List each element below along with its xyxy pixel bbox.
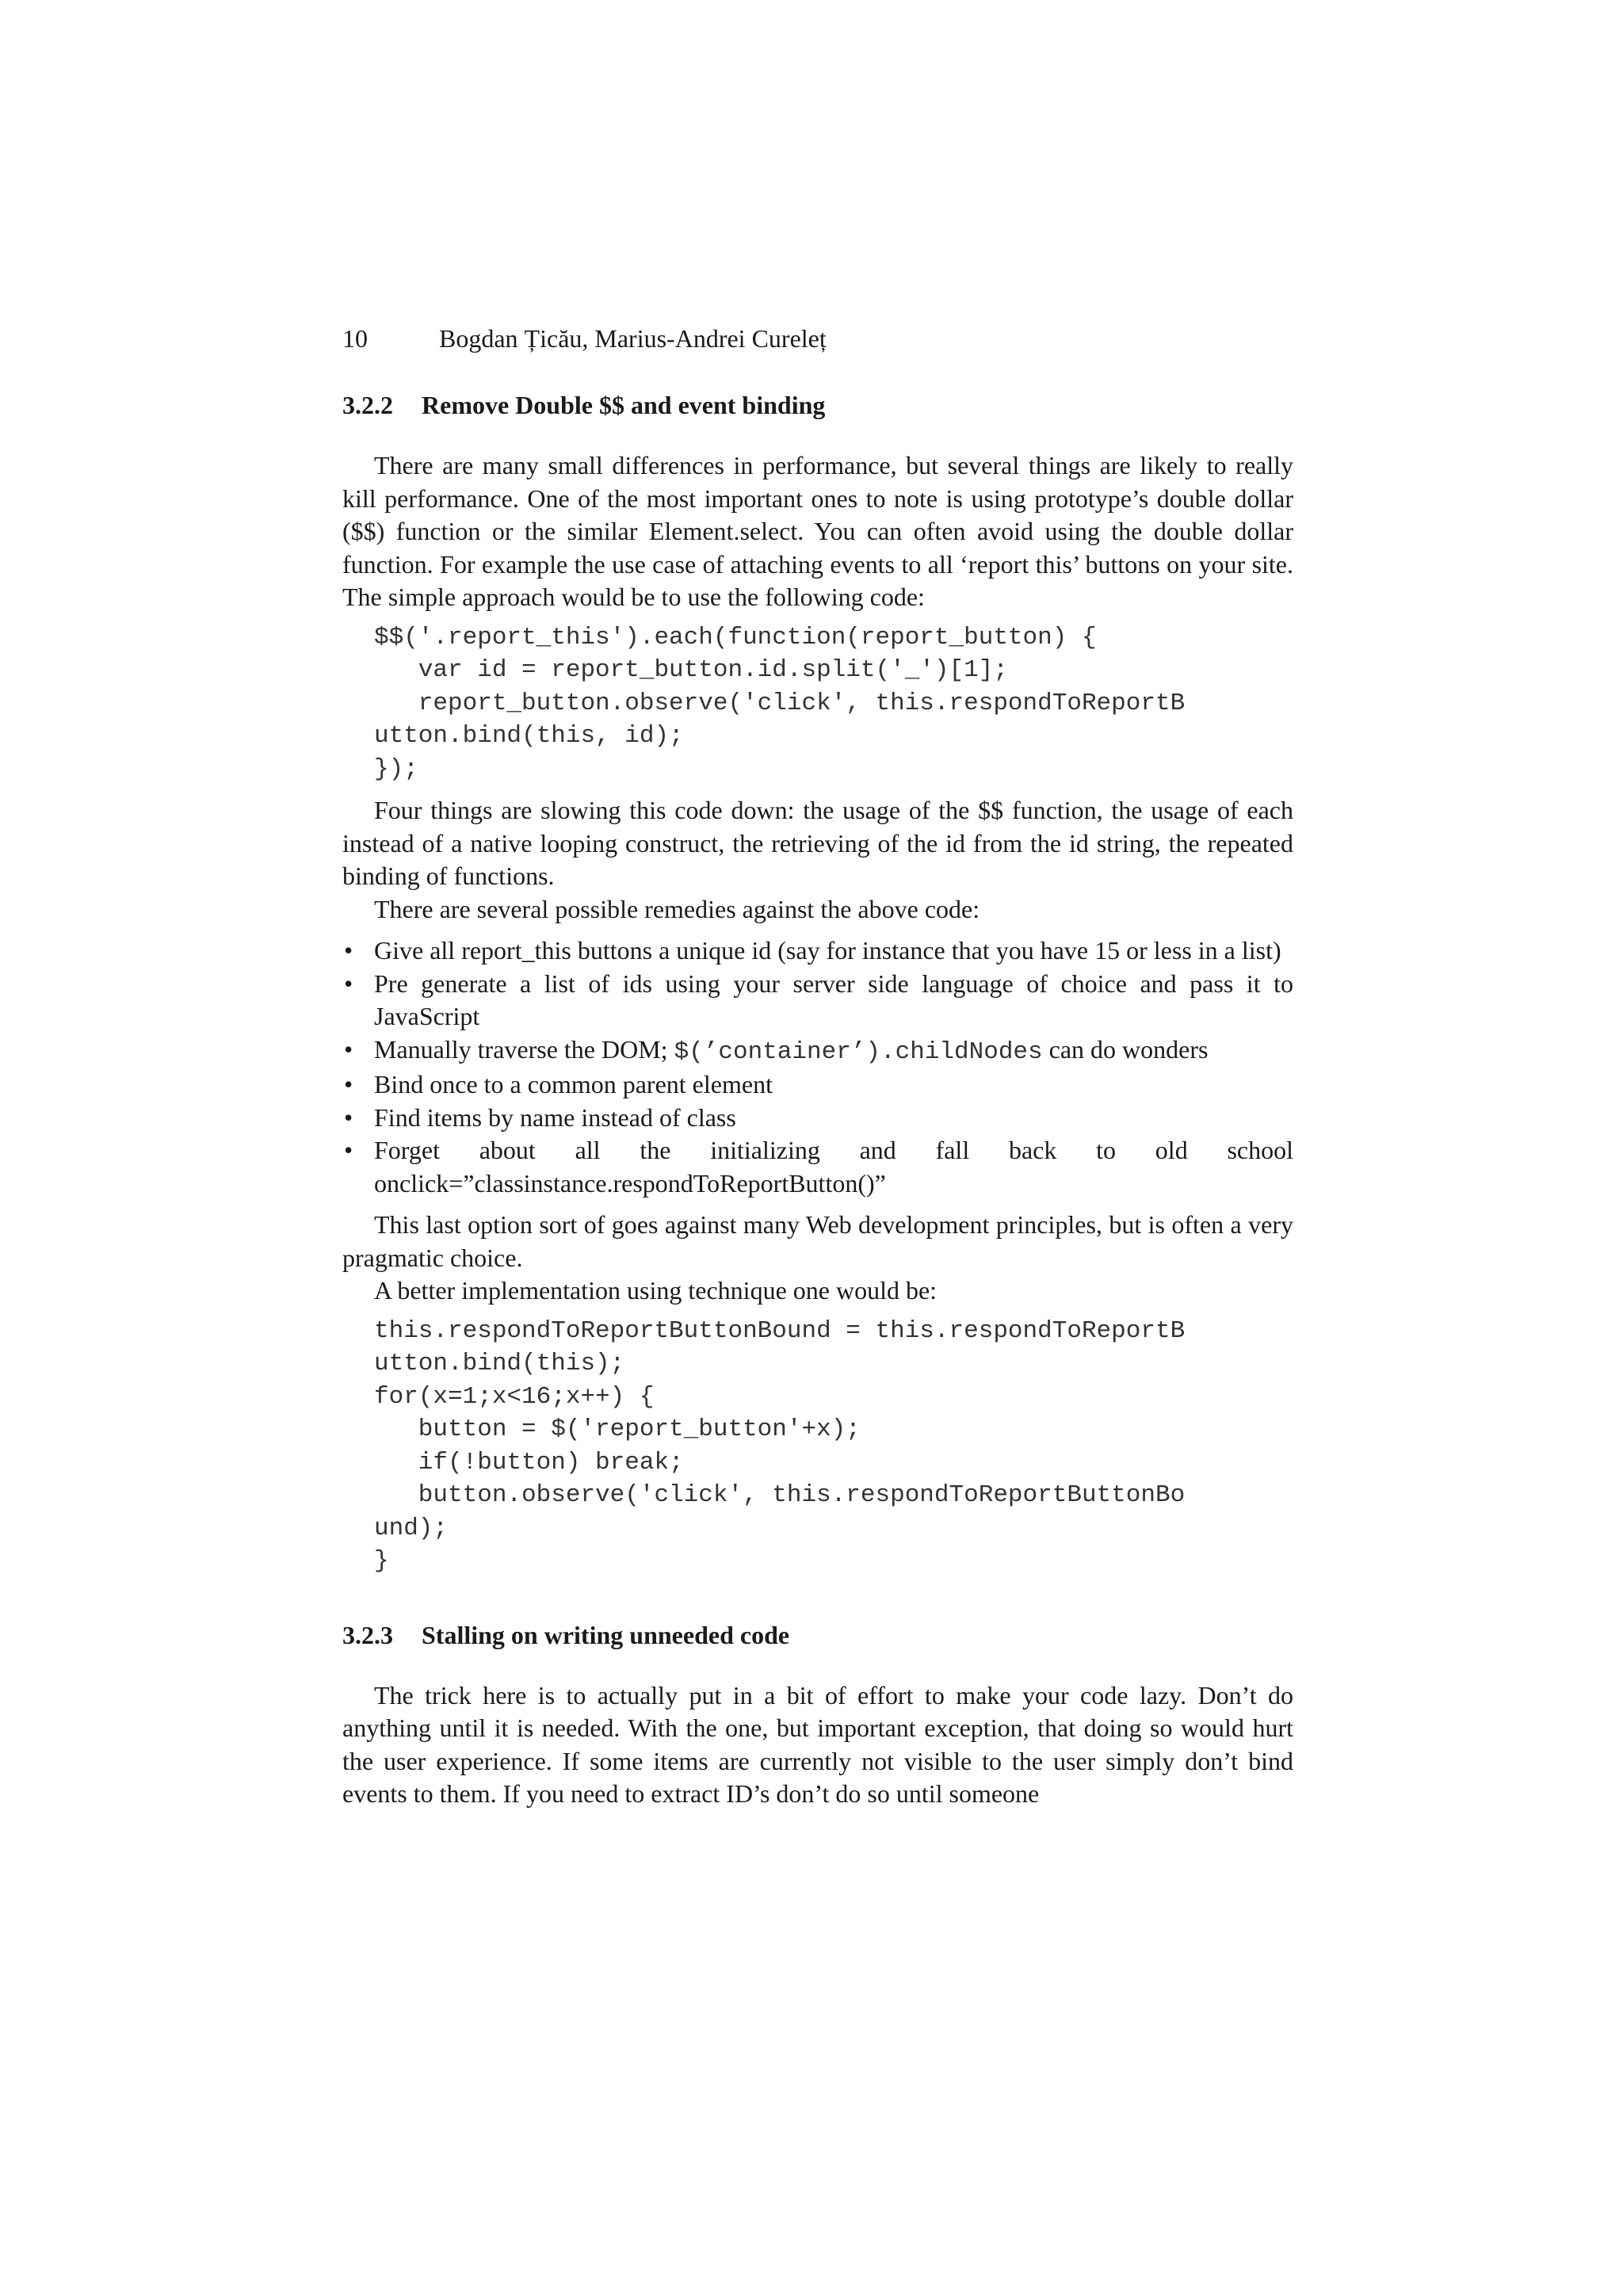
bullet-glyph: • — [344, 1102, 353, 1132]
list-item — [342, 934, 1293, 968]
paragraph-last-option: This last option sort of goes against many Web development principles, but is often a very pragmatic choice. — [342, 1210, 1293, 1272]
section-title: Stalling on writing unneeded code — [422, 1620, 790, 1649]
list-item-text: Manually traverse the DOM; — [374, 1034, 674, 1064]
bullet-glyph: • — [344, 1034, 353, 1064]
list-item-text: Give all report_this buttons a unique id (say for instance that you have 15 or less in a list) — [374, 936, 1281, 965]
section-number: 3.2.2 — [342, 391, 393, 419]
list-item — [342, 968, 1293, 1033]
list-item-text: onclick=”classinstance.respondToReportButton()” — [374, 1168, 886, 1198]
section-heading-3-2-3 — [342, 1618, 1293, 1652]
list-item — [342, 1102, 1293, 1135]
section-heading-3-2-2 — [342, 388, 1293, 422]
list-item-text: Bind once to a common parent element — [374, 1070, 773, 1098]
page-content — [342, 321, 1293, 1811]
remedies-list — [342, 934, 1293, 1200]
code-block-better-implementation: this.respondToReportButtonBound = this.respondToReportB utton.bind(this); for(x=1;x<16;x++) { button = $('report_button'+x); if(!button) break; button.observe('click', this.respondToReportButtonBo und); } — [374, 1316, 1186, 1575]
running-head — [342, 321, 1293, 356]
paragraph-double-dollar-intro: There are many small differences in performance, but several things are likely to really kill performance. One of the most important ones to note is using prototype’s double dollar ($$) function or the similar Element.select. You can often avoid using the double dollar function. For example the use case of attaching events to all ‘report this’ buttons on your site. The simple approach would be to use the following code: — [342, 451, 1293, 611]
paragraph-lazy-code: The trick here is to actually put in a bit of effort to make your code lazy. Don’t do anything until it is needed. With the one, but important exception, that doing so would hurt the user experience. If some items are currently not visible to the user simply don’t bind events to them. If you need to extract ID’s don’t do so until someone — [342, 1680, 1293, 1808]
paragraph-better-implementation: A better implementation using technique one would be: — [374, 1276, 938, 1305]
bullet-glyph: • — [344, 1070, 353, 1098]
list-item-text: Find items by name instead of class — [374, 1102, 736, 1132]
page-number: 10 — [342, 324, 368, 353]
paragraph-slowing-factors: Four things are slowing this code down: the usage of the $$ function, the usage of each instead of a native looping construct, the retrieving of the id from the id string, the repeated binding of functions. — [342, 796, 1293, 890]
section-title: Remove Double $$ and event binding — [422, 391, 826, 419]
section-number: 3.2.3 — [342, 1620, 393, 1649]
inline-code: $(’container’).childNodes — [674, 1037, 1043, 1066]
list-item — [342, 1068, 1293, 1102]
bullet-glyph: • — [344, 1136, 353, 1164]
author-names: Bogdan Țicău, Marius-Andrei Cureleț — [439, 324, 827, 353]
list-item-text: Pre generate a list of ids using your server side language of choice and pass it to JavaScript — [374, 968, 1293, 1030]
bullet-glyph: • — [344, 968, 353, 998]
list-item — [342, 1134, 1293, 1200]
list-item-text: can do wonders — [1042, 1034, 1209, 1064]
list-item-text: Forget about all the initializing and fall back to old school — [374, 1136, 1293, 1164]
code-block-simple-approach: $$('.report_this').each(function(report_button) { var id = report_button.id.split('_')[1]; report_button.observe('click', this.respondToReportB utton.bind(this, id); }); — [374, 623, 1186, 783]
list-item — [342, 1033, 1293, 1069]
paragraph-remedies-intro: There are several possible remedies against the above code: — [374, 894, 980, 923]
bullet-glyph: • — [344, 936, 353, 965]
